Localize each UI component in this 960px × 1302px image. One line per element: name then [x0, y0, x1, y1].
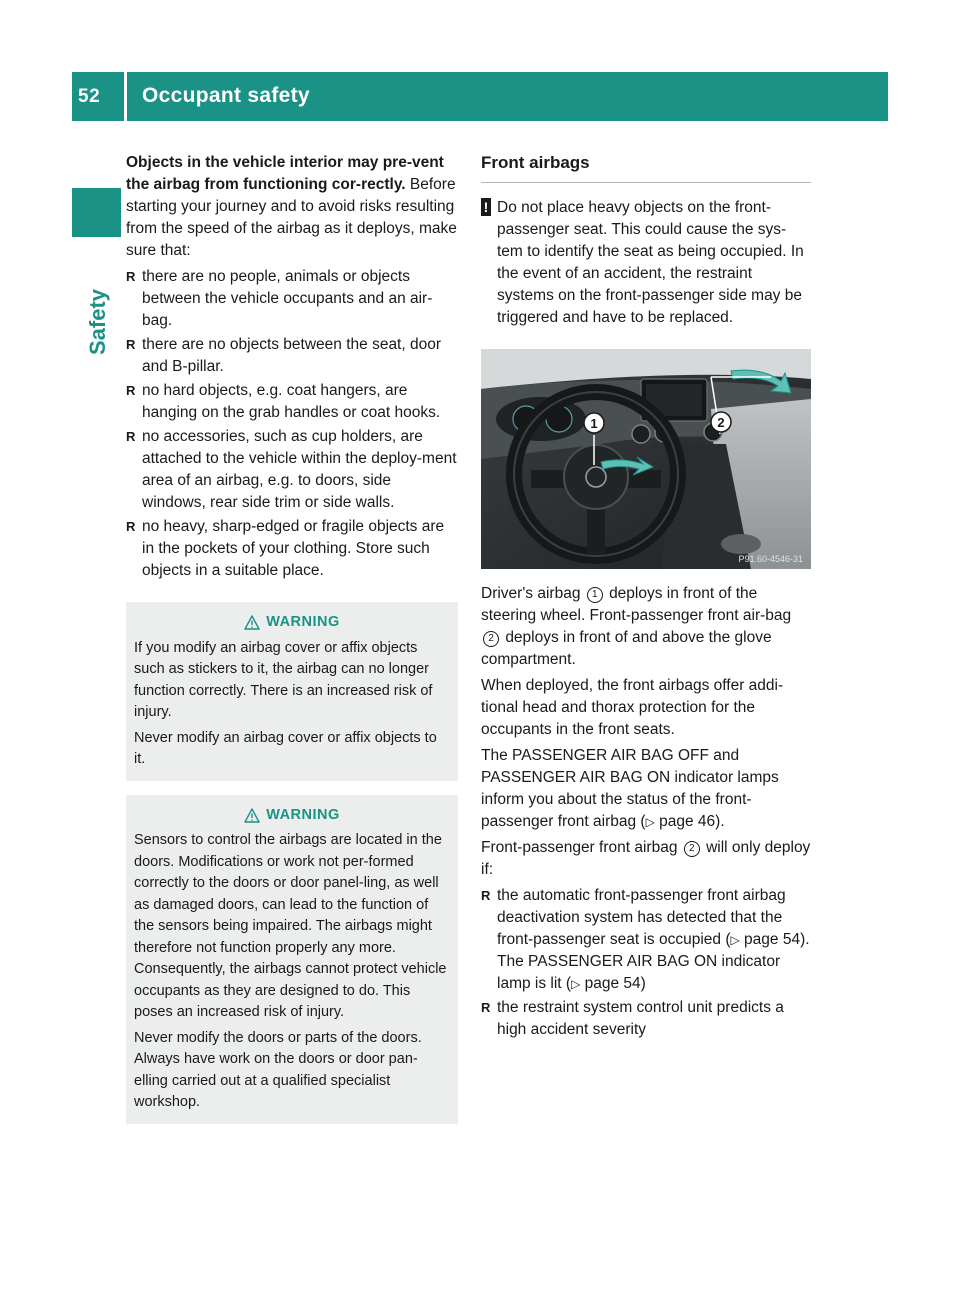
intro-paragraph — [126, 152, 458, 262]
warning-triangle-icon — [244, 808, 260, 823]
indicator-lamps-paragraph — [481, 745, 811, 833]
page-link[interactable]: page 46 — [659, 813, 716, 830]
section-title: Occupant safety — [142, 84, 310, 107]
page-ref-arrow-icon: ▷ — [571, 977, 581, 991]
text-run: will only deploy if: — [481, 839, 811, 878]
ref-number-icon: 1 — [587, 587, 603, 603]
warning-header — [134, 805, 450, 827]
header-divider — [124, 72, 127, 121]
protection-paragraph: When deployed, the front airbags offer addi-tional head and thorax protection for the occupants in the front seats. — [481, 677, 784, 738]
warning-box-airbag-cover — [126, 602, 458, 781]
airbag-deploy-paragraph — [481, 583, 811, 671]
warning-text: Sensors to control the airbags are located in the doors. Modifications or work not per-formed correctly to the doors or door panel-ling, as well as damaged doors, can lead to the function of the sensors being impaired. The airbags might therefore not function properly any more. Consequently, the airbags cannot protect vehicle occupants as they are designed to do. This poses an increased risk of injury. — [134, 832, 447, 1020]
dashboard-airbag-illustration — [481, 349, 811, 569]
list-item: R no heavy, sharp-edged or fragile objects are in the pockets of your clothing. Store such objects in a suitable place. — [126, 516, 458, 582]
intro-bold: Objects in the vehicle interior may pre-vent the airbag from functioning cor-rectly. — [126, 154, 444, 193]
page-link[interactable]: page 54 — [584, 975, 641, 992]
page-ref-arrow-icon: ▷ — [730, 933, 740, 947]
list-item: R no accessories, such as cup holders, are attached to the vehicle within the deploy-ment area of an airbag, e.g. to doors, side windows, rear side trim or side walls. — [126, 426, 458, 514]
list-item — [481, 885, 811, 995]
text-run: the automatic front-passenger front airbag deactivation system has detected that the front-passenger seat is occupied ( — [497, 887, 786, 948]
warning-title: WARNING — [266, 806, 340, 823]
requirements-list — [126, 266, 458, 582]
text-run: passenger front airbag ( — [481, 813, 646, 830]
left-column — [126, 152, 458, 1124]
text-run: ). The PASSENGER AIR BAG ON indicator lamp is lit ( — [497, 931, 810, 992]
right-column — [481, 152, 811, 1045]
callout-2-label: 2 — [717, 415, 725, 430]
list-item: R no hard objects, e.g. coat hangers, are hanging on the grab handles or coat hooks. — [126, 380, 458, 424]
text-run: Driver's airbag — [481, 585, 581, 602]
callout-1-label: 1 — [590, 416, 598, 431]
page-number: 52 — [78, 86, 101, 107]
deploy-conditions-list — [481, 885, 811, 1041]
ref-number-icon: 2 — [684, 841, 700, 857]
dashboard-image — [481, 349, 811, 569]
page-link[interactable]: page 54 — [744, 931, 801, 948]
ref-number-icon: 2 — [483, 631, 499, 647]
figure-code: P91.60-4546-31 — [738, 554, 803, 564]
warning-triangle-icon — [244, 615, 260, 630]
list-item: R the restraint system control unit predicts a high accident severity — [481, 997, 811, 1041]
warning-title: WARNING — [266, 614, 340, 630]
exclamation-icon: ! — [481, 198, 491, 216]
side-tab-label: Safety — [85, 288, 110, 356]
text-run: The PASSENGER AIR BAG OFF and PASSENGER AIR BAG ON indicator lamps inform you about the status of the front- — [481, 747, 779, 808]
list-item: R there are no people, animals or objects between the vehicle occupants and an air-bag. — [126, 266, 458, 332]
text-run: deploys in front of and above the glove compartment. — [481, 629, 772, 668]
intro-text: Before starting your journey and to avoid risks resulting from the speed of the airbag as it deploys, make sure that: — [126, 176, 457, 259]
warning-text: If you modify an airbag cover or affix objects such as stickers to it, the airbag can no longer function correctly. There is an increased risk of injury. — [134, 639, 433, 720]
text-run: ) — [640, 975, 646, 992]
warning-header — [134, 612, 450, 634]
material-damage-note — [481, 197, 811, 329]
warning-text: Never modify the doors or parts of the doors. Always have work on the doors or door pan-elling carried out at a qualified specialist workshop. — [134, 1029, 422, 1110]
warning-text: Never modify an airbag cover or affix objects to it. — [134, 729, 437, 767]
text-run: deploys in front of the steering wheel. Front-passenger front air-bag — [481, 585, 792, 624]
front-airbags-heading: Front airbags — [481, 152, 811, 183]
deploy-conditions-paragraph — [481, 837, 811, 881]
list-item: R there are no objects between the seat, door and B-pillar. — [126, 334, 458, 378]
page-ref-arrow-icon: ▷ — [645, 815, 655, 829]
side-color-block — [72, 188, 121, 237]
text-run: Front-passenger front airbag — [481, 839, 678, 856]
note-text: Do not place heavy objects on the front-passenger seat. This could cause the sys-tem to identify the seat as being occupied. In the event of an accident, the restraint systems on the front-passenger side may be triggered and have to be replaced. — [497, 199, 804, 326]
warning-box-door-sensors — [126, 795, 458, 1124]
text-run: ). — [715, 813, 725, 830]
